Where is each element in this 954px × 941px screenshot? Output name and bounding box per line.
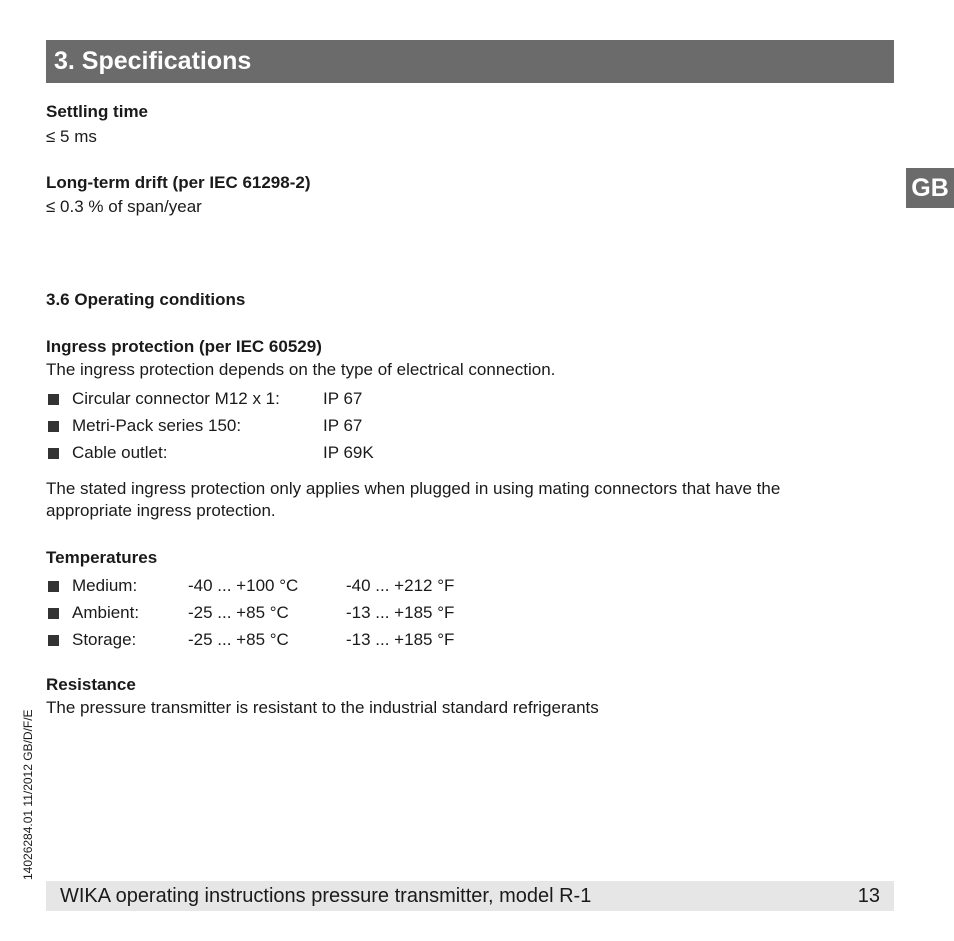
resistance-heading: Resistance: [46, 675, 136, 694]
section-title-bar: [46, 40, 894, 83]
bullet-square-icon: [48, 581, 59, 592]
ingress-note-line-1: The stated ingress protection only applies when plugged in using mating connectors that have the: [46, 479, 781, 498]
list-item: [46, 415, 646, 437]
operating-conditions-heading: 3.6 Operating conditions: [46, 290, 246, 309]
bullet-square-icon: [48, 608, 59, 619]
footer-bar: [46, 881, 894, 911]
temperature-label: Storage:: [72, 630, 137, 649]
long-term-drift-heading: Long-term drift (per IEC 61298-2): [46, 173, 311, 192]
temperature-celsius: -25 ... +85 °C: [188, 603, 289, 622]
temperature-fahrenheit: -13 ... +185 °F: [346, 630, 455, 649]
list-item-value: IP 67: [323, 416, 363, 435]
temperature-fahrenheit: -13 ... +185 °F: [346, 603, 455, 622]
bullet-square-icon: [48, 421, 59, 432]
page-number: 13: [857, 885, 880, 907]
language-tab: GB: [906, 168, 954, 208]
ingress-protection-heading: Ingress protection (per IEC 60529): [46, 337, 322, 356]
list-item-label: Metri-Pack series 150:: [72, 416, 242, 435]
list-item: [46, 388, 646, 410]
list-item: [46, 442, 646, 464]
temperature-fahrenheit: -40 ... +212 °F: [346, 576, 455, 595]
table-row: [46, 575, 646, 597]
temperatures-heading: Temperatures: [46, 548, 158, 567]
resistance-text: The pressure transmitter is resistant to the industrial standard refrigerants: [46, 698, 599, 717]
list-item-value: IP 67: [323, 389, 363, 408]
list-item-label: Cable outlet:: [72, 443, 168, 462]
bullet-square-icon: [48, 394, 59, 405]
settling-time-value: ≤ 5 ms: [46, 127, 97, 146]
table-row: [46, 602, 646, 624]
bullet-square-icon: [48, 635, 59, 646]
temperature-label: Ambient:: [72, 603, 140, 622]
settling-time-heading: Settling time: [46, 102, 149, 121]
footer-text: WIKA operating instructions pressure transmitter, model R-1: [60, 885, 592, 907]
temperature-label: Medium:: [72, 576, 138, 595]
document-code: 14026284.01 11/2012 GB/D/F/E: [21, 709, 35, 880]
table-row: [46, 629, 646, 651]
section-title: 3. Specifications: [54, 47, 252, 75]
list-item-label: Circular connector M12 x 1:: [72, 389, 280, 408]
temperature-celsius: -40 ... +100 °C: [188, 576, 299, 595]
ingress-note-line-2: appropriate ingress protection.: [46, 501, 276, 520]
temperature-celsius: -25 ... +85 °C: [188, 630, 289, 649]
long-term-drift-value: ≤ 0.3 % of span/year: [46, 197, 202, 216]
bullet-square-icon: [48, 448, 59, 459]
ingress-protection-intro: The ingress protection depends on the type of electrical connection.: [46, 360, 556, 379]
list-item-value: IP 69K: [323, 443, 374, 462]
